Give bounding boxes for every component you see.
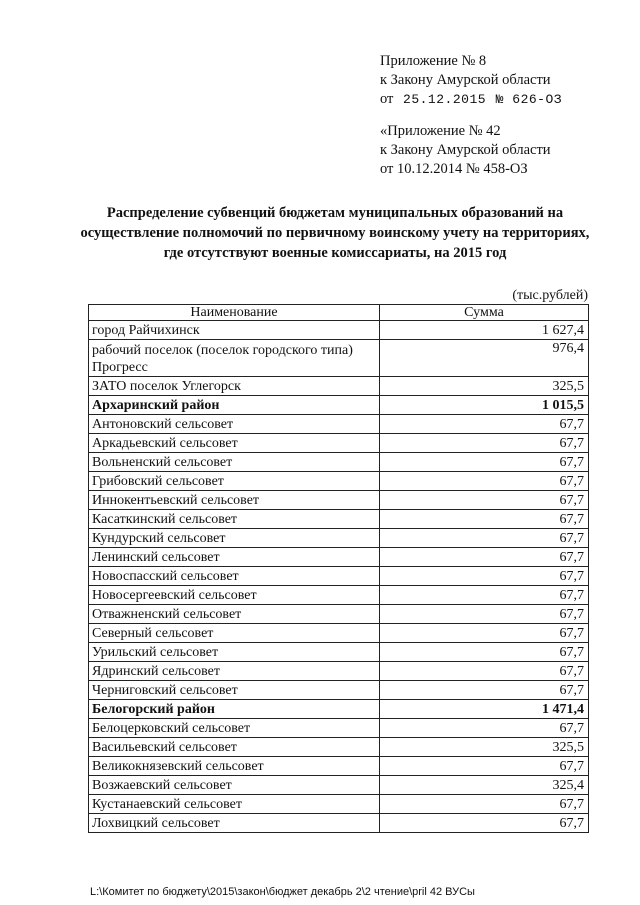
row-sum: 67,7 xyxy=(380,529,589,548)
table-row xyxy=(89,662,589,681)
row-sum: 325,5 xyxy=(380,738,589,757)
date-prefix: от xyxy=(380,91,394,107)
row-name: Ленинский сельсовет xyxy=(89,548,380,567)
row-sum: 325,4 xyxy=(380,776,589,795)
row-sum: 67,7 xyxy=(380,510,589,529)
appendix-number: Приложение № 8 xyxy=(380,53,487,69)
row-name: Возжаевский сельсовет xyxy=(89,776,380,795)
row-name: Кундурский сельсовет xyxy=(89,529,380,548)
row-sum: 67,7 xyxy=(380,795,589,814)
column-header-sum: Сумма xyxy=(380,305,589,321)
row-sum: 325,5 xyxy=(380,377,589,396)
table-row xyxy=(89,472,589,491)
row-name: Черниговский сельсовет xyxy=(89,681,380,700)
row-sum: 67,7 xyxy=(380,681,589,700)
row-name: Новосергеевский сельсовет xyxy=(89,586,380,605)
row-sum: 67,7 xyxy=(380,586,589,605)
row-name: Антоновский сельсовет xyxy=(89,415,380,434)
row-name: город Райчихинск xyxy=(89,321,380,340)
row-sum: 67,7 xyxy=(380,662,589,681)
row-sum: 67,7 xyxy=(380,605,589,624)
table-body xyxy=(89,321,589,833)
table-row xyxy=(89,700,589,719)
row-sum: 67,7 xyxy=(380,814,589,833)
row-name: Новоспасский сельсовет xyxy=(89,567,380,586)
table-row xyxy=(89,529,589,548)
row-sum: 67,7 xyxy=(380,757,589,776)
row-sum: 67,7 xyxy=(380,643,589,662)
row-sum: 67,7 xyxy=(380,548,589,567)
units-label: (тыс.рублей) xyxy=(512,288,588,303)
table-row xyxy=(89,643,589,662)
row-sum: 67,7 xyxy=(380,472,589,491)
row-sum: 1 015,5 xyxy=(380,396,589,415)
row-sum: 67,7 xyxy=(380,624,589,643)
document-title: Распределение субвенций бюджетам муниципальных образований на осуществление полномочий по первичному воинскому учету на территориях, где отсутствуют военные комиссариаты, на 2015 год xyxy=(80,205,590,261)
table-row xyxy=(89,321,589,340)
table-row xyxy=(89,491,589,510)
appendix-date-line xyxy=(380,90,562,109)
original-appendix-header xyxy=(380,122,551,179)
table-row xyxy=(89,415,589,434)
row-name: Вольненский сельсовет xyxy=(89,453,380,472)
table-row xyxy=(89,757,589,776)
original-appendix-law: к Закону Амурской области xyxy=(380,142,551,158)
table-row xyxy=(89,510,589,529)
table-row xyxy=(89,624,589,643)
row-name: Северный сельсовет xyxy=(89,624,380,643)
table-row xyxy=(89,681,589,700)
row-name: Аркадьевский сельсовет xyxy=(89,434,380,453)
row-sum: 67,7 xyxy=(380,453,589,472)
row-name: Грибовский сельсовет xyxy=(89,472,380,491)
original-appendix-number: «Приложение № 42 xyxy=(380,123,501,139)
table-row xyxy=(89,738,589,757)
row-name: Иннокентьевский сельсовет xyxy=(89,491,380,510)
row-name: Великокнязевский сельсовет xyxy=(89,757,380,776)
stamp-date: 25.12.2015 xyxy=(403,92,487,107)
row-name: Белоцерковский сельсовет xyxy=(89,719,380,738)
row-name: Урильский сельсовет xyxy=(89,643,380,662)
row-sum: 67,7 xyxy=(380,415,589,434)
table-row xyxy=(89,719,589,738)
table-row xyxy=(89,548,589,567)
table-row xyxy=(89,605,589,624)
row-sum: 67,7 xyxy=(380,434,589,453)
table-row xyxy=(89,567,589,586)
table-row xyxy=(89,396,589,415)
appendix-header xyxy=(380,52,562,109)
row-name: ЗАТО поселок Углегорск xyxy=(89,377,380,396)
row-name: Касаткинский сельсовет xyxy=(89,510,380,529)
subventions-table xyxy=(88,304,589,833)
stamp-number: № 626-ОЗ xyxy=(495,92,563,107)
file-path-footer: L:\Комитет по бюджету\2015\закон\бюджет декабрь 2\2 чтение\pril 42 ВУСы xyxy=(90,886,475,898)
row-name: Отважненский сельсовет xyxy=(89,605,380,624)
column-header-name: Наименование xyxy=(89,305,380,321)
table-row xyxy=(89,453,589,472)
row-name: рабочий поселок (поселок городского типа) Прогресс xyxy=(89,340,380,377)
row-sum: 67,7 xyxy=(380,567,589,586)
row-sum: 976,4 xyxy=(380,340,589,377)
row-sum: 1 627,4 xyxy=(380,321,589,340)
table-row xyxy=(89,586,589,605)
table-row xyxy=(89,814,589,833)
table-header-row xyxy=(89,305,589,321)
appendix-law: к Закону Амурской области xyxy=(380,72,551,88)
table-row xyxy=(89,340,589,377)
original-appendix-date: от 10.12.2014 № 458-ОЗ xyxy=(380,161,528,177)
row-sum: 67,7 xyxy=(380,719,589,738)
row-sum: 67,7 xyxy=(380,491,589,510)
row-name: Лохвицкий сельсовет xyxy=(89,814,380,833)
row-name: Архаринский район xyxy=(89,396,380,415)
row-name: Белогорский район xyxy=(89,700,380,719)
row-name: Васильевский сельсовет xyxy=(89,738,380,757)
row-name: Ядринский сельсовет xyxy=(89,662,380,681)
table-row xyxy=(89,434,589,453)
row-sum: 1 471,4 xyxy=(380,700,589,719)
row-name: Кустанаевский сельсовет xyxy=(89,795,380,814)
table-row xyxy=(89,795,589,814)
table-row xyxy=(89,776,589,795)
table-row xyxy=(89,377,589,396)
